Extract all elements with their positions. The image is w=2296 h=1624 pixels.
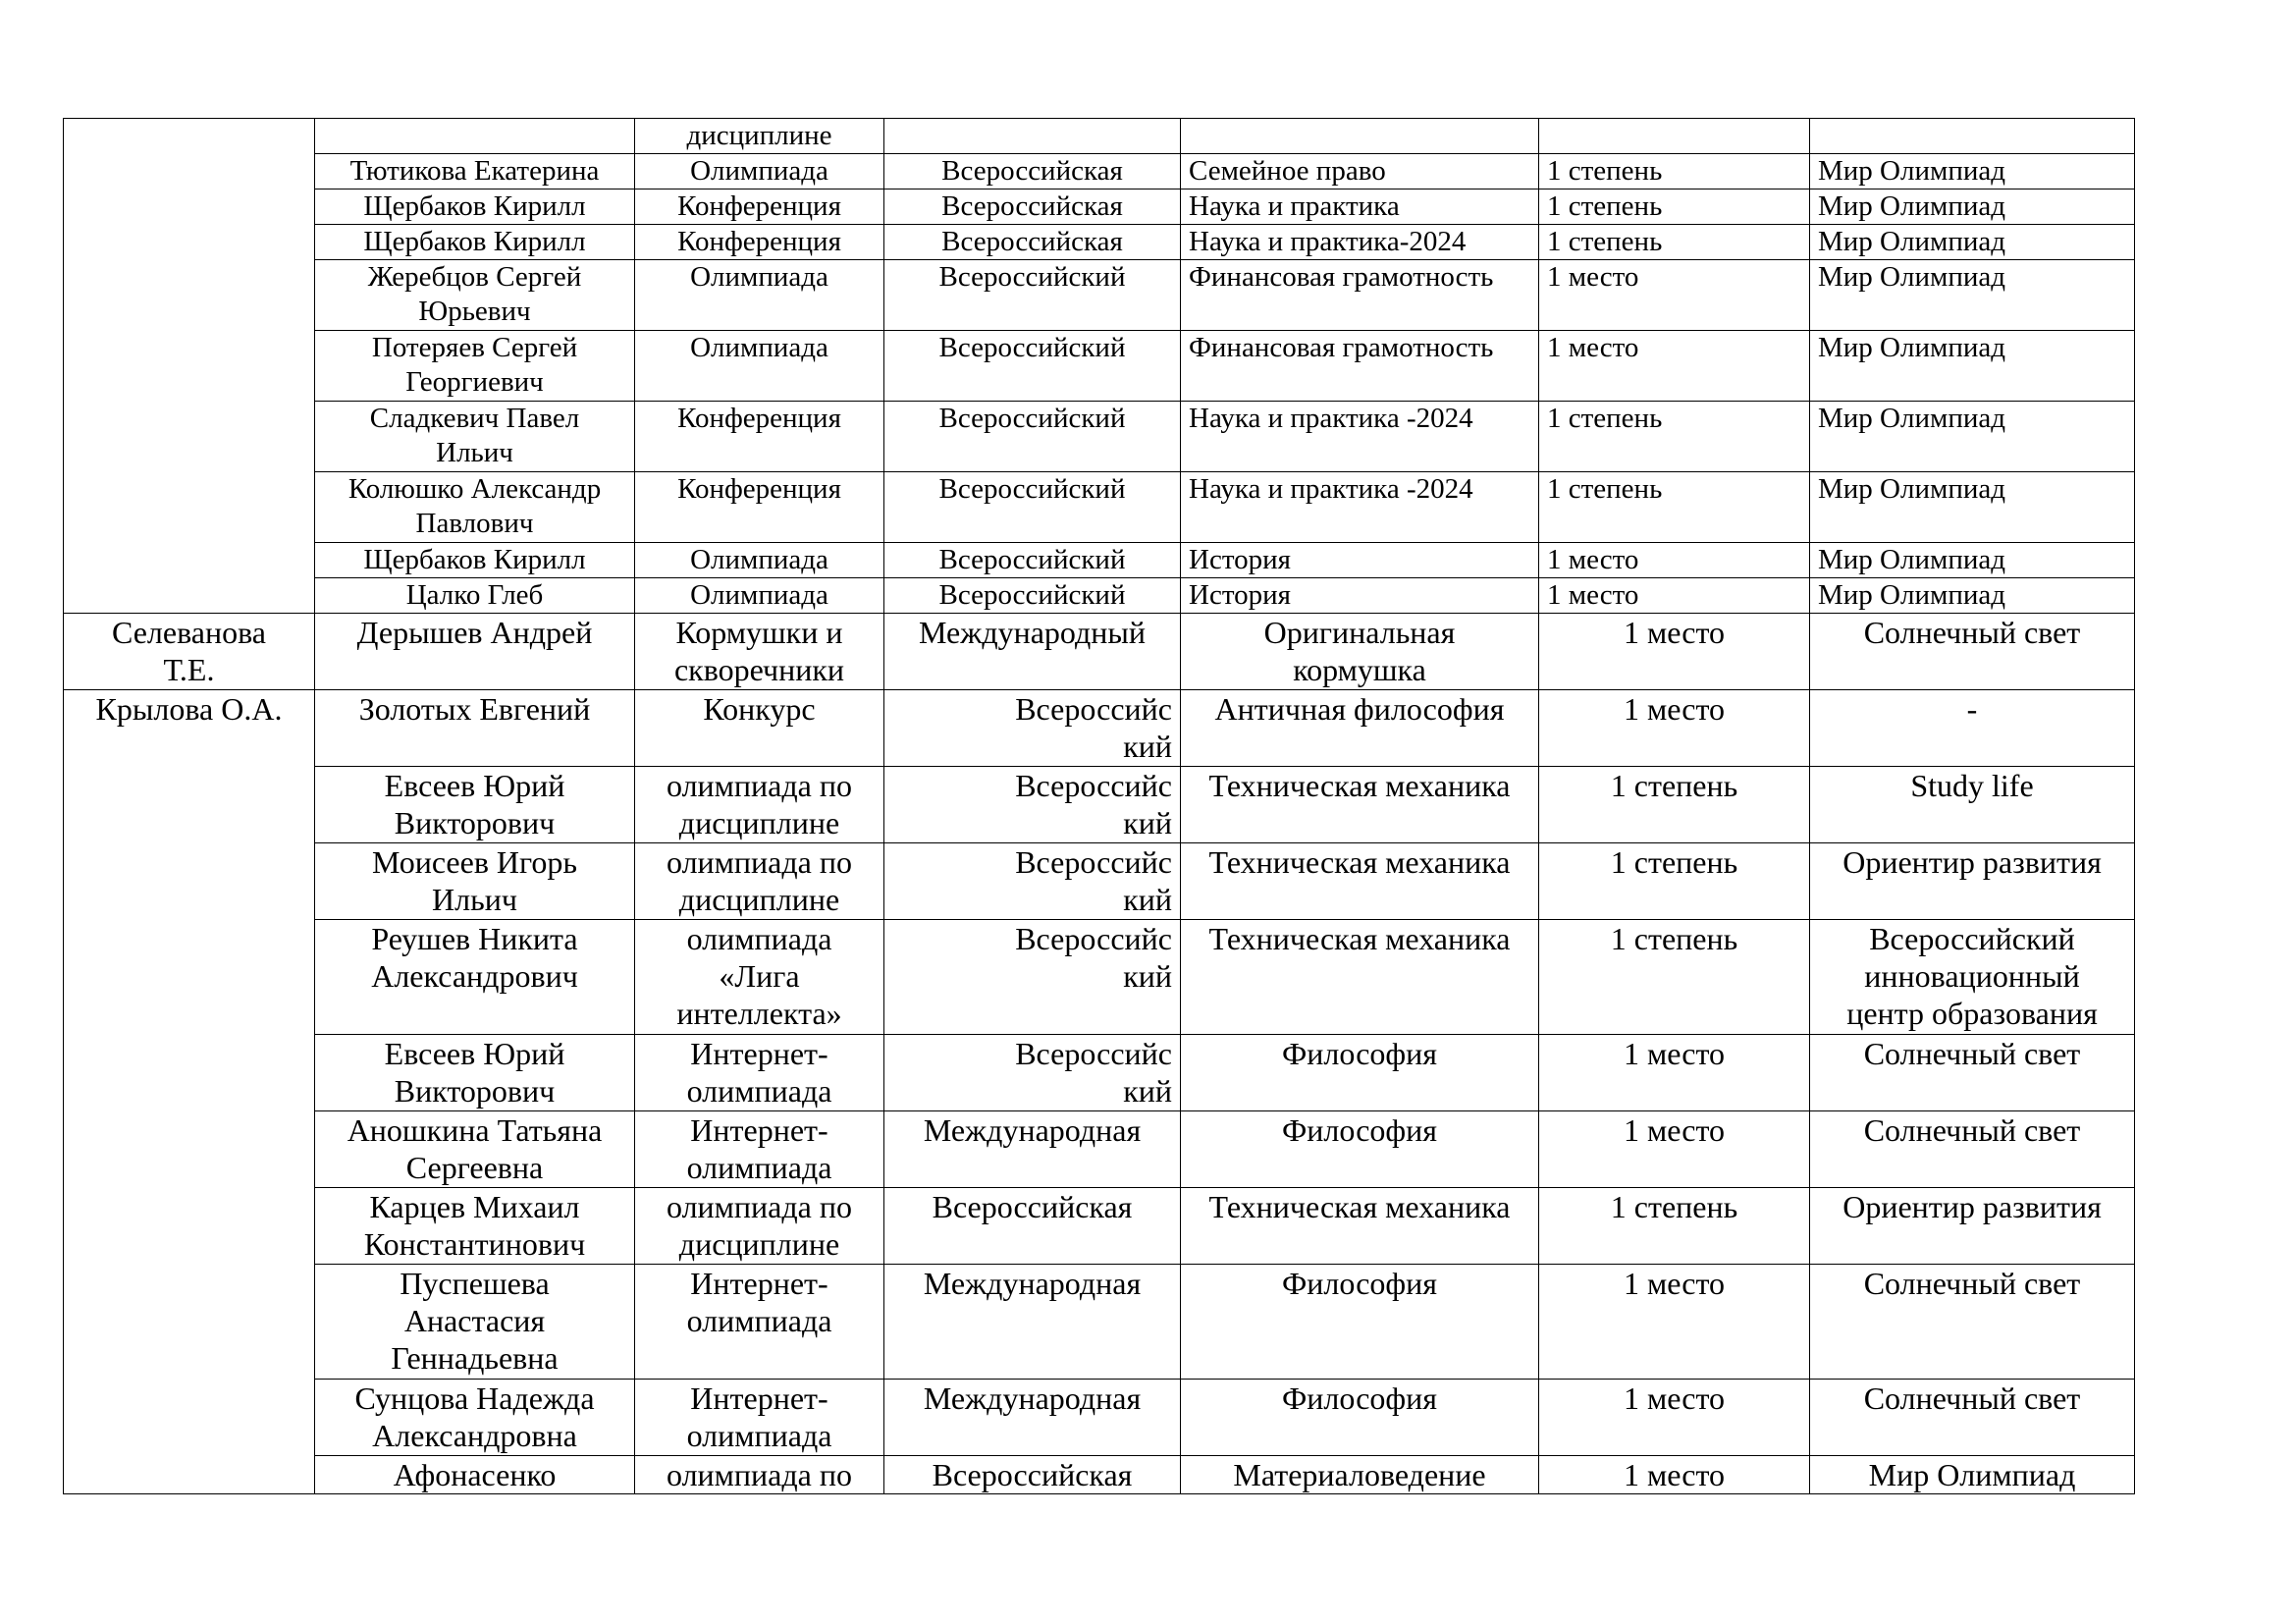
student-cell: Щербаков Кирилл	[315, 189, 635, 225]
subject-cell: Философия	[1181, 1035, 1539, 1111]
organizer-cell: Мир Олимпиад	[1810, 154, 2135, 189]
level-cell: Международный	[884, 614, 1181, 690]
level-cell	[884, 119, 1181, 154]
level-cell: Всероссийс кий	[884, 920, 1181, 1035]
result-cell: 1 место	[1539, 614, 1810, 690]
subject-cell: Наука и практика	[1181, 189, 1539, 225]
subject-cell: Финансовая грамотность	[1181, 331, 1539, 402]
result-cell: 1 место	[1539, 1111, 1810, 1188]
student-cell: Моисеев Игорь Ильич	[315, 843, 635, 920]
teacher-cell: Крылова О.А.	[64, 690, 315, 1494]
event-type-cell: Олимпиада	[635, 154, 884, 189]
event-type-cell: Конференция	[635, 225, 884, 260]
teacher-cell: Селеванова Т.Е.	[64, 614, 315, 690]
level-cell: Всероссийс кий	[884, 690, 1181, 767]
organizer-cell: Солнечный свет	[1810, 1111, 2135, 1188]
result-cell: 1 место	[1539, 1380, 1810, 1456]
level-cell: Всероссийская	[884, 154, 1181, 189]
subject-cell: История	[1181, 578, 1539, 614]
table-row	[64, 154, 2135, 189]
table-row	[64, 843, 2135, 920]
result-cell: 1 место	[1539, 1265, 1810, 1380]
subject-cell: Наука и практика-2024	[1181, 225, 1539, 260]
student-cell: Щербаков Кирилл	[315, 543, 635, 578]
subject-cell: Семейное право	[1181, 154, 1539, 189]
student-cell: Колюшко Александр Павлович	[315, 472, 635, 543]
result-cell: 1 степень	[1539, 843, 1810, 920]
level-cell: Всероссийский	[884, 472, 1181, 543]
level-cell: Всероссийский	[884, 578, 1181, 614]
table-row	[64, 578, 2135, 614]
event-type-cell: Кормушки и скворечники	[635, 614, 884, 690]
event-type-cell: Конференция	[635, 402, 884, 472]
level-cell: Всероссийский	[884, 543, 1181, 578]
result-cell: 1 место	[1539, 543, 1810, 578]
level-cell: Всероссийский	[884, 260, 1181, 331]
result-cell: 1 место	[1539, 690, 1810, 767]
event-type-cell: олимпиада по	[635, 1456, 884, 1494]
level-cell: Международная	[884, 1111, 1181, 1188]
event-type-cell: Олимпиада	[635, 578, 884, 614]
table-row	[64, 1188, 2135, 1265]
organizer-cell: Мир Олимпиад	[1810, 189, 2135, 225]
event-type-cell: Интернет- олимпиада	[635, 1035, 884, 1111]
table-row	[64, 1265, 2135, 1380]
results-table	[63, 118, 2135, 1494]
organizer-cell: Мир Олимпиад	[1810, 472, 2135, 543]
level-cell: Всероссийс кий	[884, 843, 1181, 920]
organizer-cell: Мир Олимпиад	[1810, 543, 2135, 578]
event-type-cell: Олимпиада	[635, 260, 884, 331]
student-cell: Евсеев Юрий Викторович	[315, 767, 635, 843]
organizer-cell: Всероссийский инновационный центр образования	[1810, 920, 2135, 1035]
subject-cell: Техническая механика	[1181, 1188, 1539, 1265]
student-cell: Афонасенко	[315, 1456, 635, 1494]
organizer-cell: -	[1810, 690, 2135, 767]
result-cell: 1 степень	[1539, 402, 1810, 472]
subject-cell: Философия	[1181, 1265, 1539, 1380]
subject-cell: Античная философия	[1181, 690, 1539, 767]
student-cell	[315, 119, 635, 154]
subject-cell: Финансовая грамотность	[1181, 260, 1539, 331]
table-row	[64, 543, 2135, 578]
subject-cell: История	[1181, 543, 1539, 578]
result-cell: 1 степень	[1539, 1188, 1810, 1265]
table-row	[64, 1035, 2135, 1111]
student-cell: Дерышев Андрей	[315, 614, 635, 690]
organizer-cell: Study life	[1810, 767, 2135, 843]
level-cell: Международная	[884, 1265, 1181, 1380]
event-type-cell: Интернет- олимпиада	[635, 1265, 884, 1380]
event-type-cell: олимпиада по дисциплине	[635, 767, 884, 843]
level-cell: Всероссийс кий	[884, 767, 1181, 843]
subject-cell: Техническая механика	[1181, 843, 1539, 920]
subject-cell: Техническая механика	[1181, 767, 1539, 843]
table-row	[64, 472, 2135, 543]
student-cell: Реушев Никита Александрович	[315, 920, 635, 1035]
event-type-cell: Олимпиада	[635, 543, 884, 578]
table-row	[64, 119, 2135, 154]
level-cell: Всероссийская	[884, 225, 1181, 260]
table-row	[64, 1380, 2135, 1456]
event-type-cell: Интернет- олимпиада	[635, 1380, 884, 1456]
student-cell: Сладкевич Павел Ильич	[315, 402, 635, 472]
level-cell: Всероссийский	[884, 402, 1181, 472]
organizer-cell	[1810, 119, 2135, 154]
student-cell: Тютикова Екатерина	[315, 154, 635, 189]
table-row	[64, 189, 2135, 225]
table-row	[64, 402, 2135, 472]
event-type-cell: олимпиада по дисциплине	[635, 1188, 884, 1265]
teacher-cell	[64, 119, 315, 614]
level-cell: Всероссийс кий	[884, 1035, 1181, 1111]
result-cell: 1 степень	[1539, 920, 1810, 1035]
level-cell: Всероссийский	[884, 331, 1181, 402]
event-type-cell: Конференция	[635, 472, 884, 543]
event-type-cell: олимпиада «Лига интеллекта»	[635, 920, 884, 1035]
student-cell: Цалко Глеб	[315, 578, 635, 614]
student-cell: Жеребцов Сергей Юрьевич	[315, 260, 635, 331]
student-cell: Аношкина Татьяна Сергеевна	[315, 1111, 635, 1188]
organizer-cell: Ориентир развития	[1810, 1188, 2135, 1265]
table-row	[64, 1111, 2135, 1188]
organizer-cell: Мир Олимпиад	[1810, 1456, 2135, 1494]
table-row	[64, 767, 2135, 843]
table-row	[64, 331, 2135, 402]
level-cell: Всероссийская	[884, 189, 1181, 225]
organizer-cell: Солнечный свет	[1810, 1265, 2135, 1380]
student-cell: Карцев Михаил Константинович	[315, 1188, 635, 1265]
result-cell: 1 место	[1539, 1035, 1810, 1111]
result-cell: 1 место	[1539, 1456, 1810, 1494]
table-row	[64, 920, 2135, 1035]
student-cell: Золотых Евгений	[315, 690, 635, 767]
organizer-cell: Ориентир развития	[1810, 843, 2135, 920]
student-cell: Евсеев Юрий Викторович	[315, 1035, 635, 1111]
subject-cell: Материаловедение	[1181, 1456, 1539, 1494]
level-cell: Всероссийская	[884, 1188, 1181, 1265]
organizer-cell: Мир Олимпиад	[1810, 578, 2135, 614]
organizer-cell: Солнечный свет	[1810, 1035, 2135, 1111]
table-row	[64, 225, 2135, 260]
subject-cell	[1181, 119, 1539, 154]
student-cell: Сунцова Надежда Александровна	[315, 1380, 635, 1456]
result-cell: 1 степень	[1539, 225, 1810, 260]
result-cell: 1 место	[1539, 260, 1810, 331]
result-cell: 1 место	[1539, 578, 1810, 614]
organizer-cell: Солнечный свет	[1810, 1380, 2135, 1456]
organizer-cell: Мир Олимпиад	[1810, 225, 2135, 260]
organizer-cell: Солнечный свет	[1810, 614, 2135, 690]
organizer-cell: Мир Олимпиад	[1810, 402, 2135, 472]
level-cell: Международная	[884, 1380, 1181, 1456]
organizer-cell: Мир Олимпиад	[1810, 260, 2135, 331]
subject-cell: Философия	[1181, 1380, 1539, 1456]
event-type-cell: Интернет- олимпиада	[635, 1111, 884, 1188]
student-cell: Щербаков Кирилл	[315, 225, 635, 260]
table-row	[64, 260, 2135, 331]
result-cell	[1539, 119, 1810, 154]
subject-cell: Философия	[1181, 1111, 1539, 1188]
event-type-cell: олимпиада по дисциплине	[635, 843, 884, 920]
student-cell: Потеряев Сергей Георгиевич	[315, 331, 635, 402]
table-row	[64, 1456, 2135, 1494]
event-type-cell: Олимпиада	[635, 331, 884, 402]
result-cell: 1 степень	[1539, 189, 1810, 225]
organizer-cell: Мир Олимпиад	[1810, 331, 2135, 402]
student-cell: Пуспешева Анастасия Геннадьевна	[315, 1265, 635, 1380]
subject-cell: Наука и практика -2024	[1181, 472, 1539, 543]
result-cell: 1 степень	[1539, 472, 1810, 543]
event-type-cell: Конкурс	[635, 690, 884, 767]
event-type-cell: дисциплине	[635, 119, 884, 154]
subject-cell: Оригинальная кормушка	[1181, 614, 1539, 690]
event-type-cell: Конференция	[635, 189, 884, 225]
result-cell: 1 степень	[1539, 154, 1810, 189]
table-row	[64, 614, 2135, 690]
result-cell: 1 степень	[1539, 767, 1810, 843]
subject-cell: Техническая механика	[1181, 920, 1539, 1035]
table-row	[64, 690, 2135, 767]
level-cell: Всероссийская	[884, 1456, 1181, 1494]
subject-cell: Наука и практика -2024	[1181, 402, 1539, 472]
result-cell: 1 место	[1539, 331, 1810, 402]
